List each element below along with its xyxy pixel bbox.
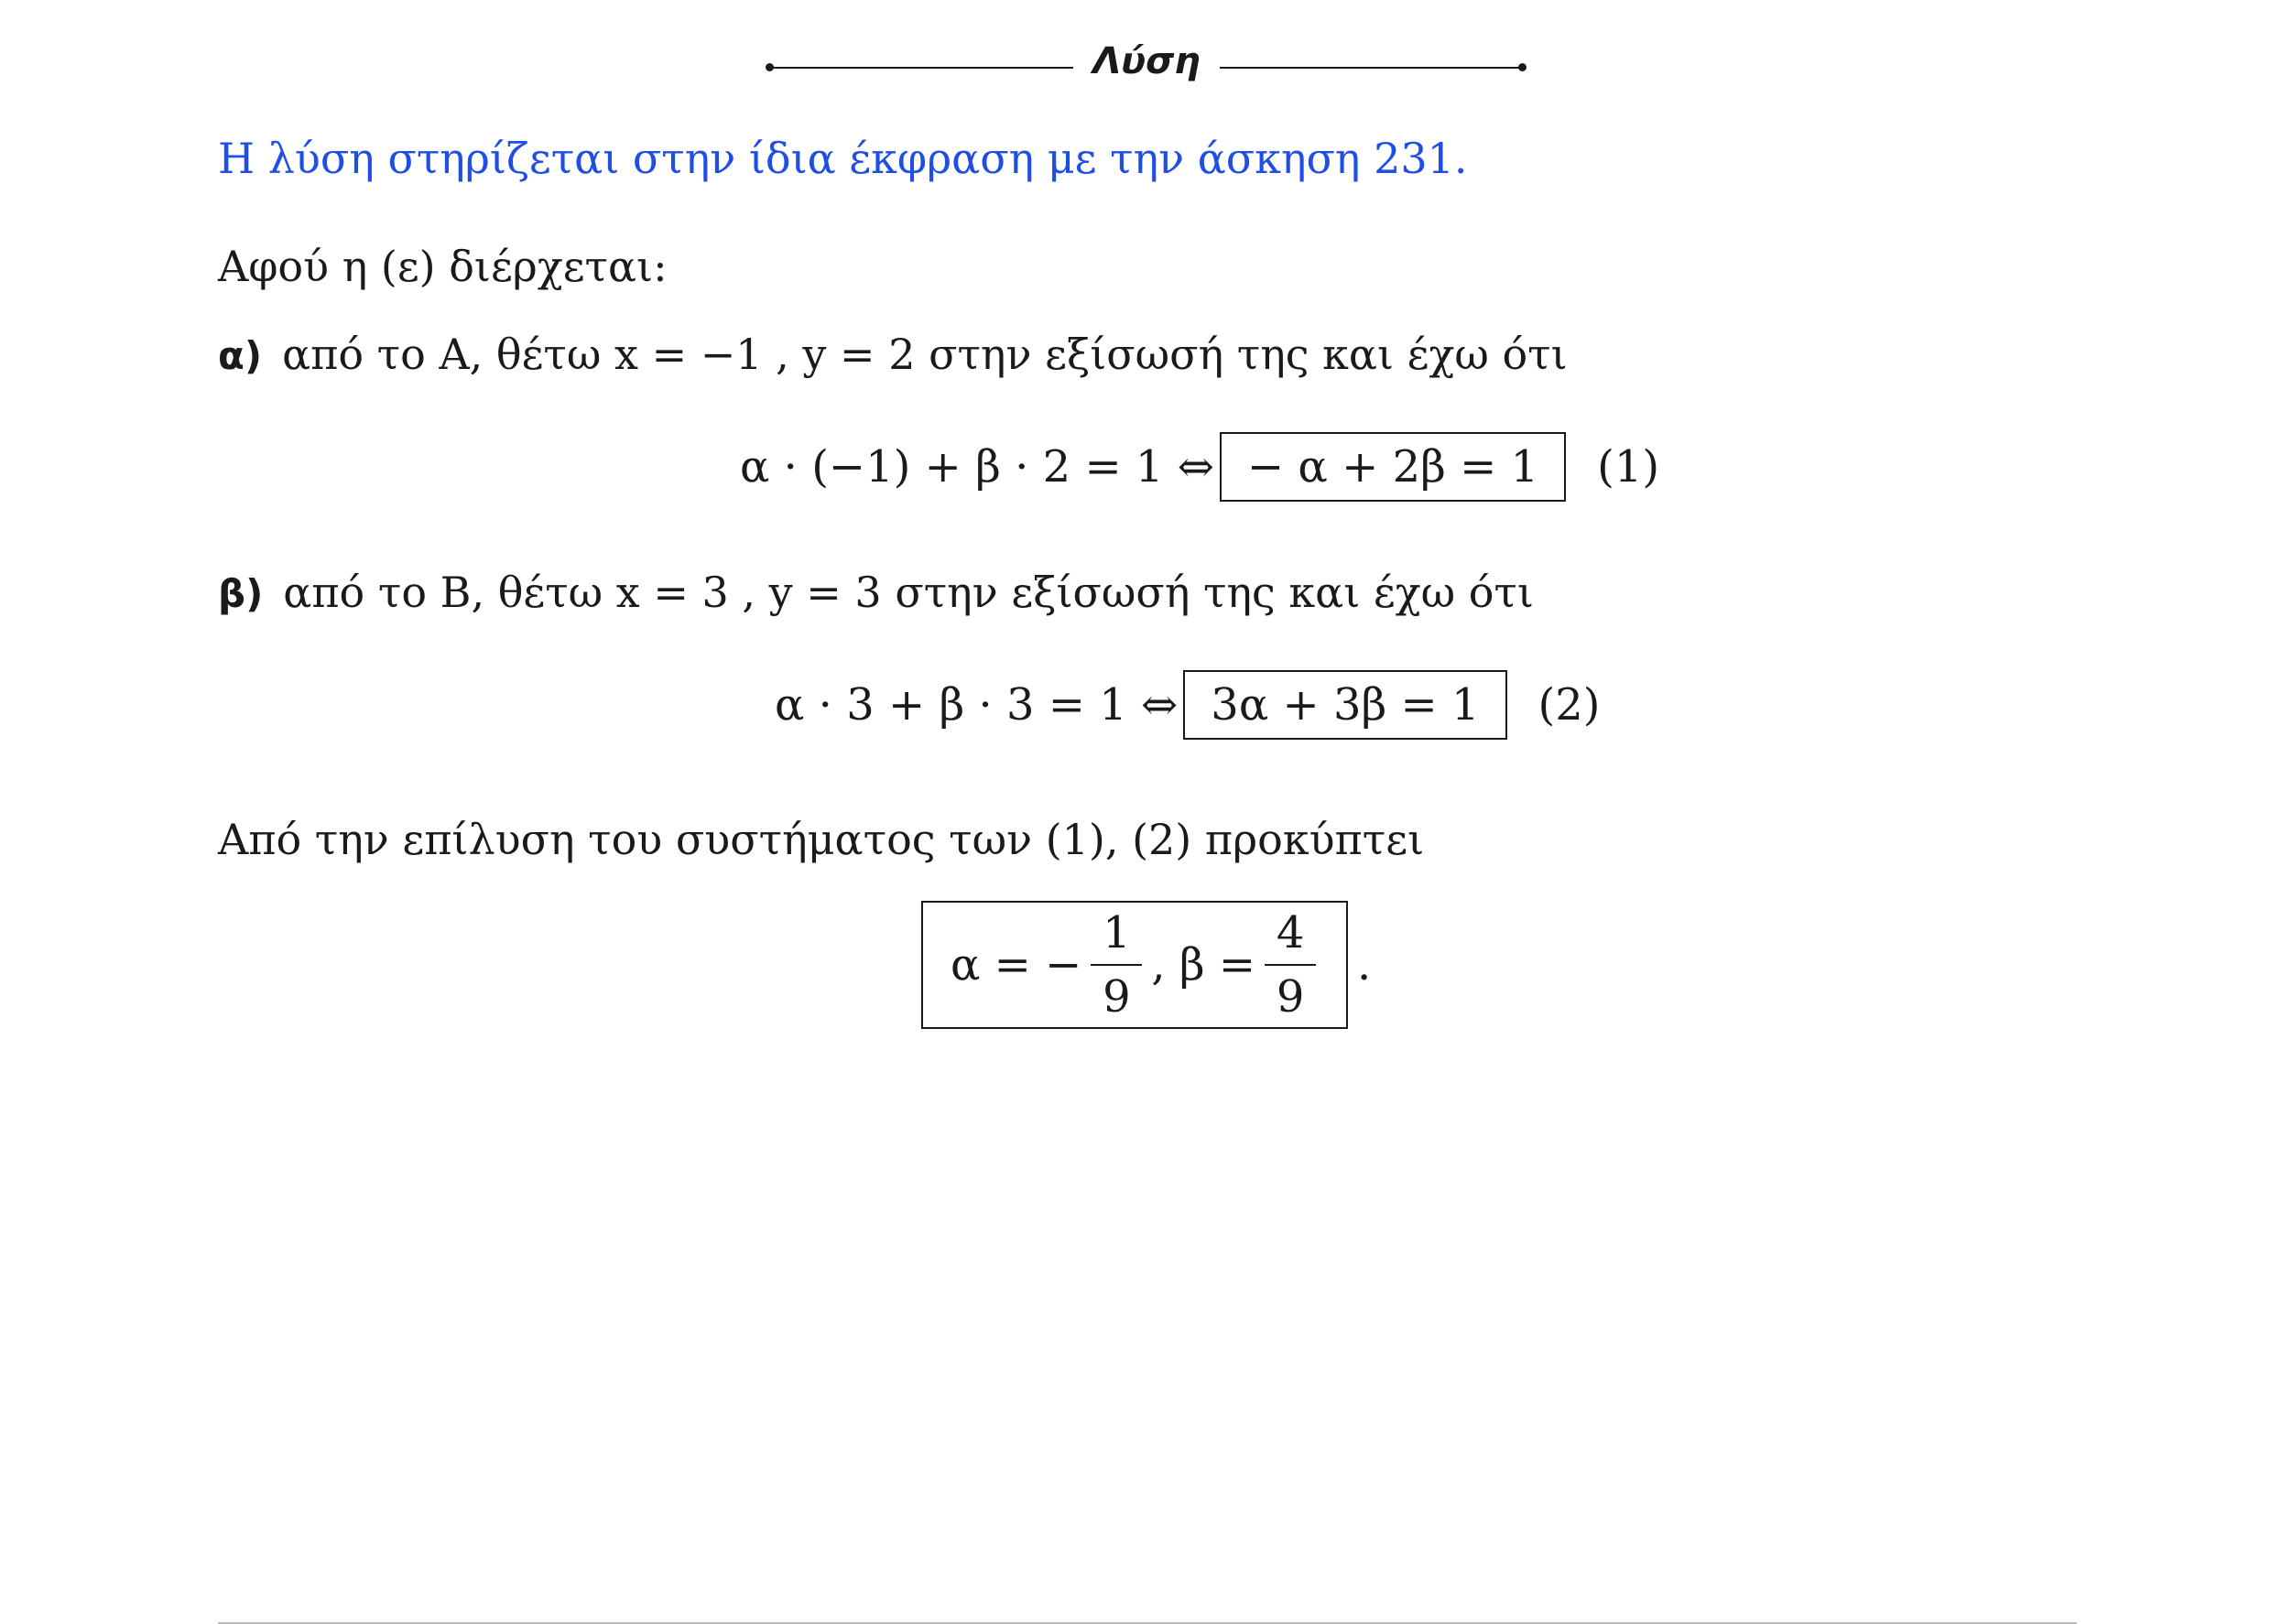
beta-numerator: 4 <box>1276 907 1305 958</box>
alpha-fraction <box>1091 907 1142 1023</box>
conclusion-text: Από την επίλυση του συστήματος των (1), (2) προκύπτει <box>218 815 1425 864</box>
final-result <box>921 901 1371 1029</box>
solution-header <box>766 40 1527 95</box>
part-b-equation-lhs: α · 3 + β · 3 = 1 ⇔ <box>775 679 1179 731</box>
header-right-rule <box>1220 67 1522 69</box>
part-b-boxed-equation: 3α + 3β = 1 <box>1183 670 1506 740</box>
final-period: . <box>1357 939 1372 991</box>
beta-fraction <box>1265 907 1316 1023</box>
header-left-rule <box>771 67 1073 69</box>
part-b-text: από το Β, θέτω x = 3 , y = 3 στην εξίσωσή της και έχω ότι <box>283 568 1534 617</box>
part-a-line <box>218 330 1568 379</box>
part-a-label: α) <box>218 333 263 378</box>
alpha-numerator: 1 <box>1103 907 1131 958</box>
header-right-dot <box>1518 63 1527 71</box>
part-b-tag: (2) <box>1538 679 1601 731</box>
solution-title: Λύση <box>1092 40 1201 82</box>
part-b-label: β) <box>218 571 264 616</box>
final-result-box <box>921 901 1348 1029</box>
part-a-text: από το Α, θέτω x = −1 , y = 2 στην εξίσωσή της και έχω ότι <box>282 330 1568 379</box>
intro-note: Η λύση στηρίζεται στην ίδια έκφραση με την άσκηση 231. <box>218 134 1468 183</box>
part-a-equation-lhs: α · (−1) + β · 2 = 1 ⇔ <box>740 441 1214 493</box>
part-b-equation <box>775 670 1601 740</box>
lead-text: Αφού η (ε) διέρχεται: <box>218 242 668 291</box>
beta-denominator: 9 <box>1276 971 1305 1023</box>
part-a-tag: (1) <box>1597 441 1660 493</box>
alpha-prefix: α = − <box>951 939 1082 991</box>
part-a-equation <box>740 432 1659 502</box>
part-a-boxed-equation: − α + 2β = 1 <box>1220 432 1566 502</box>
part-b-line <box>218 568 1534 617</box>
beta-separator: , β = <box>1151 939 1256 991</box>
alpha-denominator: 9 <box>1103 971 1131 1023</box>
